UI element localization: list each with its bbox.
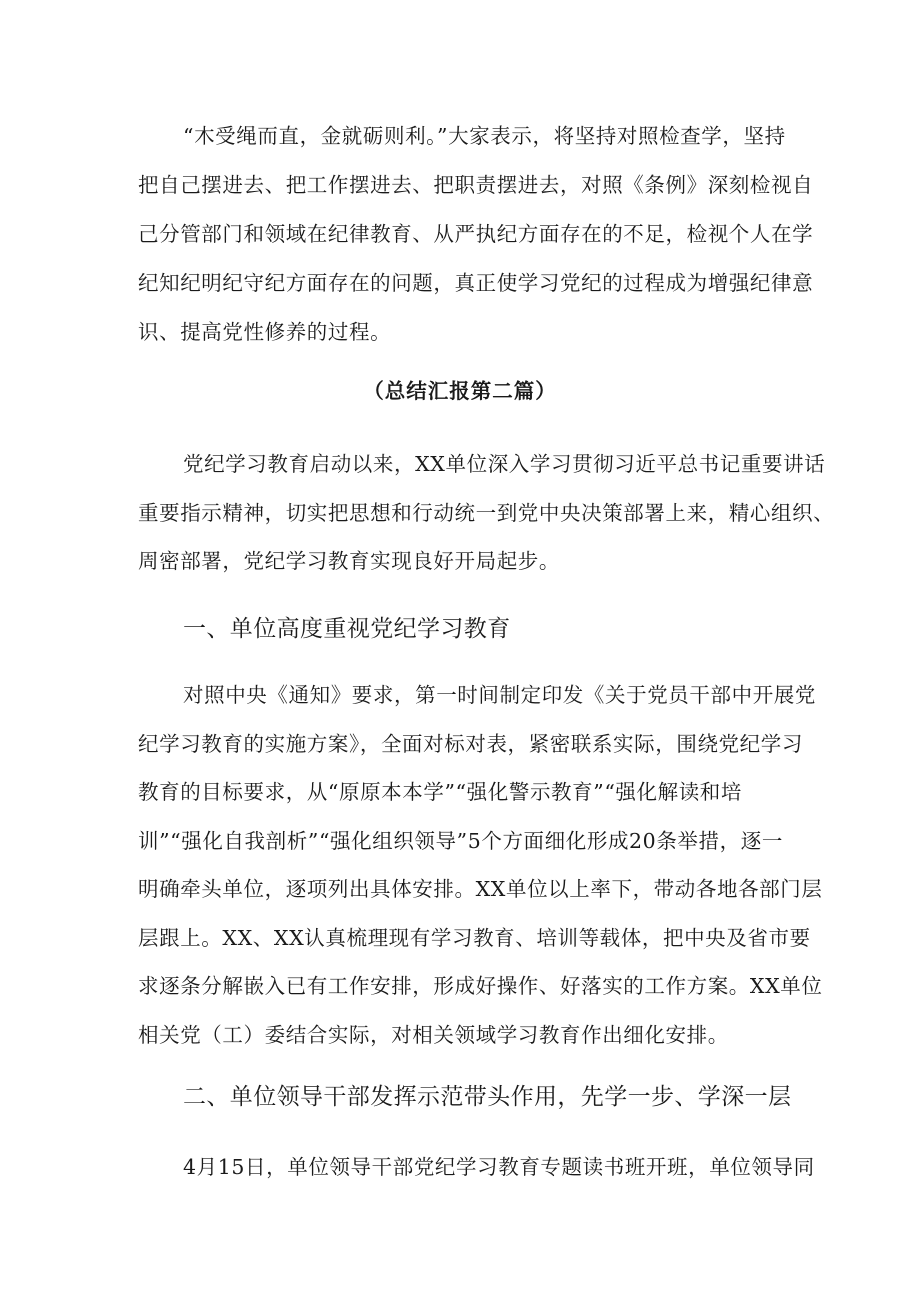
paragraph-line: 相关党（工）委结合实际，对相关领域学习教育作出细化安排。 — [138, 1023, 729, 1047]
paragraph-line: 4月15日，单位领导干部党纪学习教育专题读书班开班，单位领导同 — [183, 1155, 815, 1179]
paragraph-line: 教育的目标要求，从“原原本本学”“强化警示教育”“强化解读和培 — [138, 780, 742, 804]
paragraph-line: 层跟上。XX、XX认真梳理现有学习教育、培训等载体，把中央及省市要 — [138, 926, 811, 950]
paragraph-line: 求逐条分解嵌入已有工作安排，形成好操作、好落实的工作方案。XX单位 — [138, 974, 823, 998]
paragraph-line: 对照中央《通知》要求，第一时间制定印发《关于党员干部中开展党 — [183, 683, 816, 707]
paragraph-line: 党纪学习教育启动以来，XX单位深入学习贯彻习近平总书记重要讲话 — [183, 452, 826, 476]
paragraph-line: 己分管部门和领域在纪律教育、从严执纪方面存在的不足，检视个人在学 — [138, 222, 814, 246]
section-subtitle: （总结汇报第二篇） — [363, 379, 557, 403]
paragraph-line: 重要指示精神，切实把思想和行动统一到党中央决策部署上来，精心组织、 — [138, 501, 835, 525]
paragraph-line: “木受绳而直，金就砺则利。”大家表示，将坚持对照检查学，坚持 — [183, 124, 786, 148]
paragraph-line: 明确牵头单位，逐项列出具体安排。XX单位以上率下，带动各地各部门层 — [138, 877, 823, 901]
paragraph-line: 纪学习教育的实施方案》，全面对标对表，紧密联系实际，围绕党纪学习 — [138, 732, 803, 756]
paragraph-line: 周密部署，党纪学习教育实现良好开局起步。 — [138, 549, 560, 573]
section-heading: 一、单位高度重视党纪学习教育 — [183, 616, 511, 642]
paragraph-line: 纪知纪明纪守纪方面存在的问题，真正使学习党纪的过程成为增强纪律意 — [138, 271, 814, 295]
section-heading: 二、单位领导干部发挥示范带头作用，先学一步、学深一层 — [183, 1084, 792, 1110]
paragraph-line: 识、提高党性修养的过程。 — [138, 320, 392, 344]
paragraph-line: 把自己摆进去、把工作摆进去、把职责摆进去，对照《条例》深刻检视自 — [138, 173, 814, 197]
paragraph-line: 训”“强化自我剖析”“强化组织领导”5个方面细化形成20条举措，逐一 — [138, 829, 783, 853]
